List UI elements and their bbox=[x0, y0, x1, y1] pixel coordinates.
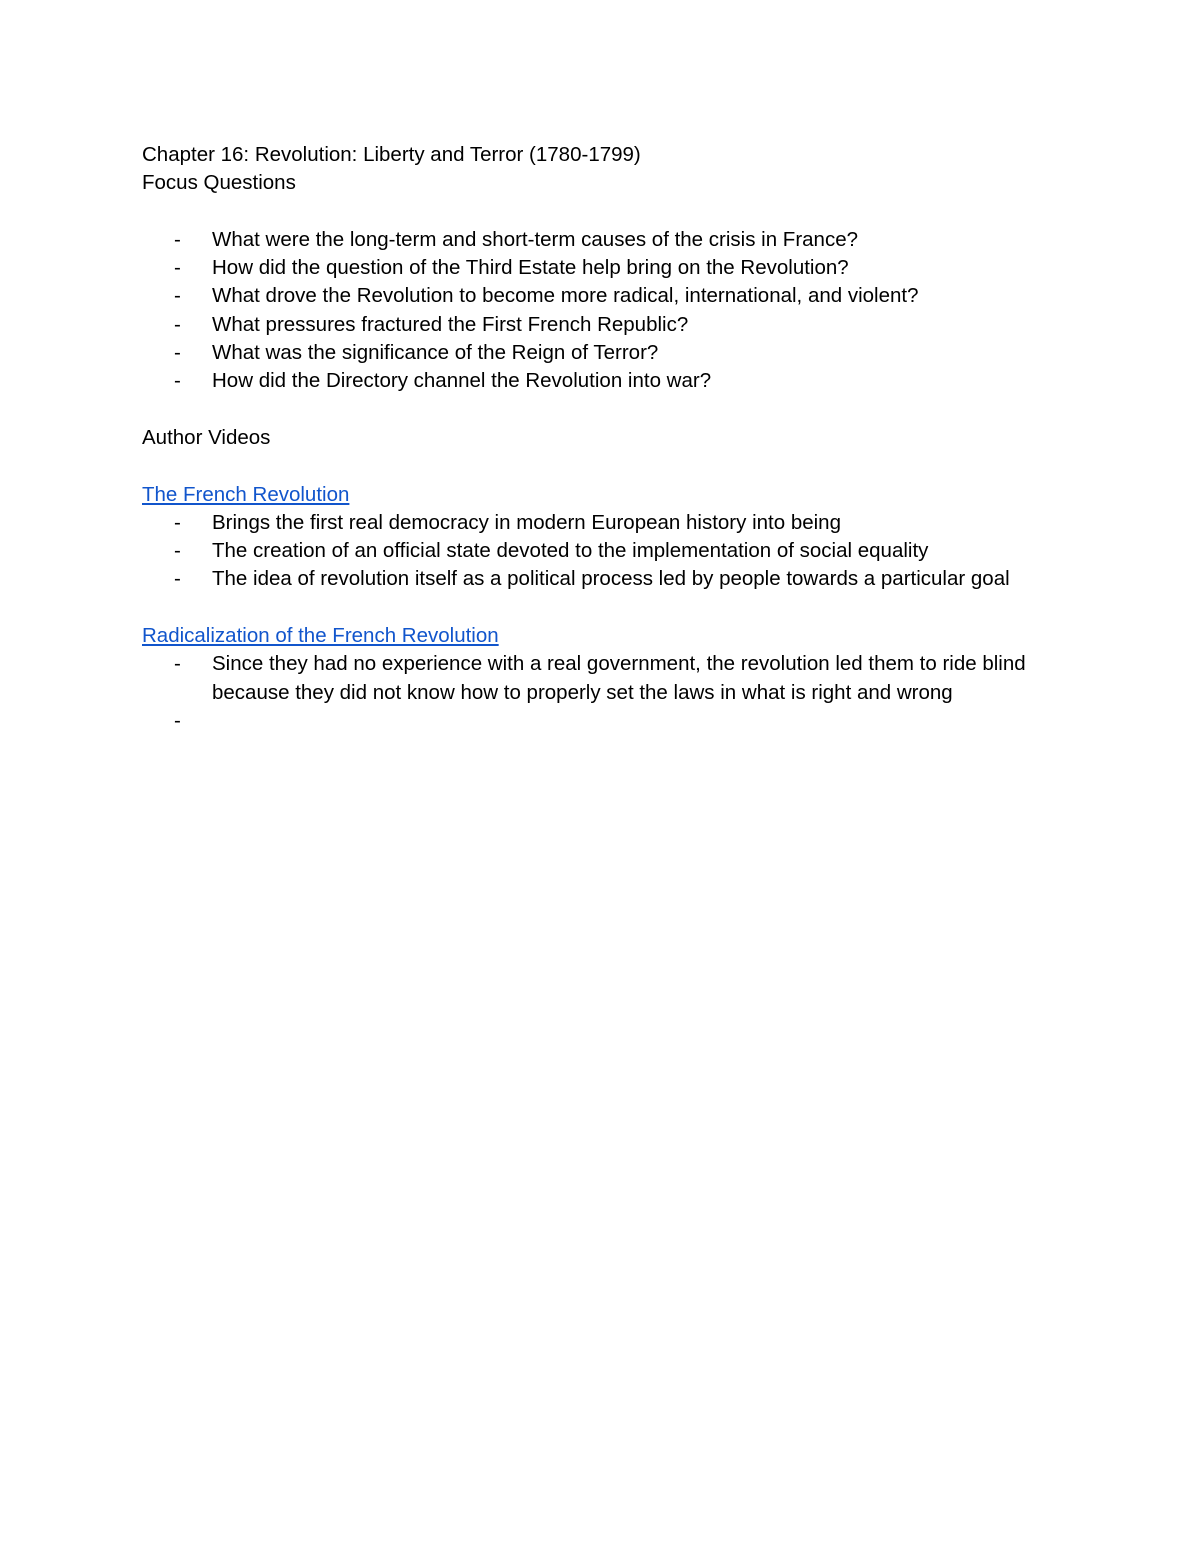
list-item bbox=[142, 339, 1072, 367]
list-item bbox=[142, 282, 1072, 310]
focus-question-text: What was the significance of the Reign of Terror? bbox=[212, 341, 659, 365]
video-link-radicalization[interactable]: Radicalization of the French Revolution bbox=[142, 624, 499, 648]
chapter-title: Chapter 16: Revolution: Liberty and Terror (1780-1799) bbox=[142, 143, 641, 166]
document-body bbox=[142, 141, 1072, 735]
blank-line bbox=[142, 594, 1072, 622]
list-item bbox=[142, 311, 1072, 339]
focus-question-text: What drove the Revolution to become more radical, international, and violent? bbox=[212, 284, 919, 308]
list-item bbox=[142, 367, 1072, 395]
bullet-dash: - bbox=[174, 341, 181, 365]
focus-question-text: What were the long-term and short-term causes of the crisis in France? bbox=[212, 227, 859, 251]
bullet-dash: - bbox=[174, 708, 181, 732]
bullet-dash: - bbox=[174, 510, 181, 534]
video-note-text: The idea of revolution itself as a political process led by people towards a particular goal bbox=[212, 567, 1010, 591]
list-item bbox=[142, 565, 1072, 593]
list-item bbox=[142, 509, 1072, 537]
author-videos-heading: Author Videos bbox=[142, 425, 271, 449]
video-note-text: Since they had no experience with a real government, the revolution led them to ride blind because they did not know how to properly set the laws in what is right and wrong bbox=[212, 652, 1026, 704]
video-2-notes-list bbox=[142, 650, 1072, 735]
list-item bbox=[142, 226, 1072, 254]
list-item bbox=[142, 650, 1072, 707]
list-item bbox=[142, 707, 1072, 735]
list-item bbox=[142, 537, 1072, 565]
focus-question-text: What pressures fractured the First French Republic? bbox=[212, 312, 689, 336]
blank-line bbox=[142, 198, 1072, 226]
bullet-dash: - bbox=[174, 539, 181, 563]
bullet-dash: - bbox=[174, 227, 181, 251]
bullet-dash: - bbox=[174, 652, 181, 676]
blank-line bbox=[142, 452, 1072, 480]
video-section-1 bbox=[142, 481, 1072, 509]
video-note-text: The creation of an official state devoted to the implementation of social equality bbox=[212, 539, 929, 563]
focus-questions-list bbox=[142, 226, 1072, 396]
bullet-dash: - bbox=[174, 567, 181, 591]
focus-questions-heading: Focus Questions bbox=[142, 171, 296, 195]
bullet-dash: - bbox=[174, 312, 181, 336]
blank-line bbox=[142, 396, 1072, 424]
video-link-french-revolution[interactable]: The French Revolution bbox=[142, 482, 350, 506]
list-item bbox=[142, 254, 1072, 282]
focus-question-text: How did the Directory channel the Revolution into war? bbox=[212, 369, 712, 393]
video-note-text: Brings the first real democracy in modern European history into being bbox=[212, 510, 841, 534]
bullet-dash: - bbox=[174, 284, 181, 308]
bullet-dash: - bbox=[174, 369, 181, 393]
video-1-notes-list bbox=[142, 509, 1072, 594]
focus-question-text: How did the question of the Third Estate help bring on the Revolution? bbox=[212, 256, 849, 280]
bullet-dash: - bbox=[174, 256, 181, 280]
video-section-2 bbox=[142, 622, 1072, 650]
